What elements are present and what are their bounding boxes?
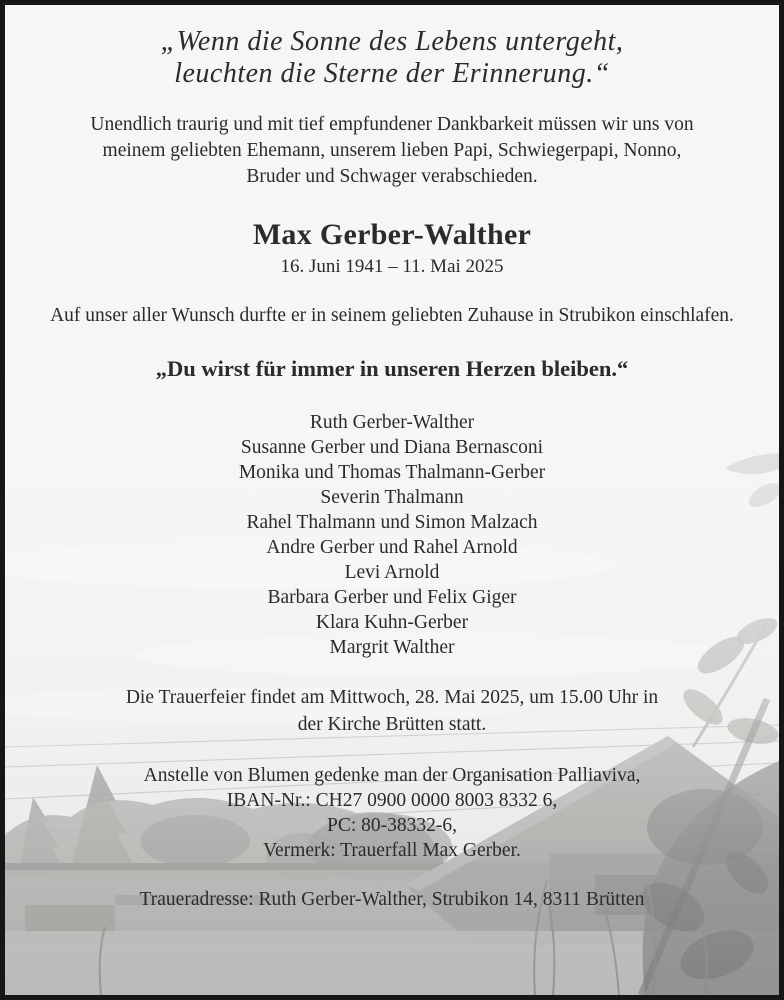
donation-line1: Anstelle von Blumen gedenke man der Organisation Palliaviva, — [143, 765, 641, 786]
donation-line2: IBAN-Nr.: CH27 0900 0000 8003 8332 6, — [226, 790, 558, 811]
service-line1: Die Trauerfeier findet am Mittwoch, 28. Mai 2025, um 15.00 Uhr in — [125, 687, 659, 708]
mourner-name: Margrit Walther — [329, 637, 455, 658]
mourner-name: Severin Thalmann — [320, 487, 464, 508]
mourner-name: Monika und Thomas Thalmann-Gerber — [238, 462, 546, 483]
mourner-name: Ruth Gerber-Walther — [309, 412, 475, 433]
mourner-name: Rahel Thalmann und Simon Malzach — [246, 512, 538, 533]
opening-quote — [5, 26, 779, 90]
service-line2: der Kirche Brütten statt. — [297, 714, 487, 735]
mourner-name: Andre Gerber und Rahel Arnold — [266, 537, 518, 558]
mourner-name: Levi Arnold — [344, 562, 440, 583]
memory-quote: „Du wirst für immer in unseren Herzen bleiben.“ — [155, 356, 629, 381]
mourner-name: Susanne Gerber und Diana Bernasconi — [240, 437, 544, 458]
life-dates: 16. Juni 1941 – 11. Mai 2025 — [280, 256, 504, 277]
donation-info — [5, 763, 779, 863]
deceased-name: Max Gerber-Walther — [252, 218, 532, 251]
opening-quote-line1: „Wenn die Sonne des Lebens untergeht, — [160, 26, 624, 57]
intro-text — [5, 112, 779, 190]
intro-line2: meinem geliebten Ehemann, unserem lieben Papi, Schwiegerpapi, Nonno, — [102, 140, 682, 161]
mourner-name: Klara Kuhn-Gerber — [315, 612, 469, 633]
passing-note: Auf unser aller Wunsch durfte er in seinem geliebten Zuhause in Strubikon einschlafen. — [50, 305, 734, 326]
service-info — [5, 684, 779, 738]
intro-line1: Unendlich traurig und mit tief empfundener Dankbarkeit müssen wir uns von — [90, 114, 694, 135]
mourner-name: Barbara Gerber und Felix Giger — [267, 587, 517, 608]
intro-line3: Bruder und Schwager verabschieden. — [246, 166, 538, 187]
donation-line3: PC: 80-38332-6, — [326, 815, 457, 836]
mourners-list — [5, 410, 779, 660]
donation-line4: Vermerk: Trauerfall Max Gerber. — [263, 840, 521, 861]
mourning-address: Traueradresse: Ruth Gerber-Walther, Strubikon 14, 8311 Brütten — [139, 889, 645, 910]
opening-quote-line2: leuchten die Sterne der Erinnerung.“ — [174, 58, 610, 89]
